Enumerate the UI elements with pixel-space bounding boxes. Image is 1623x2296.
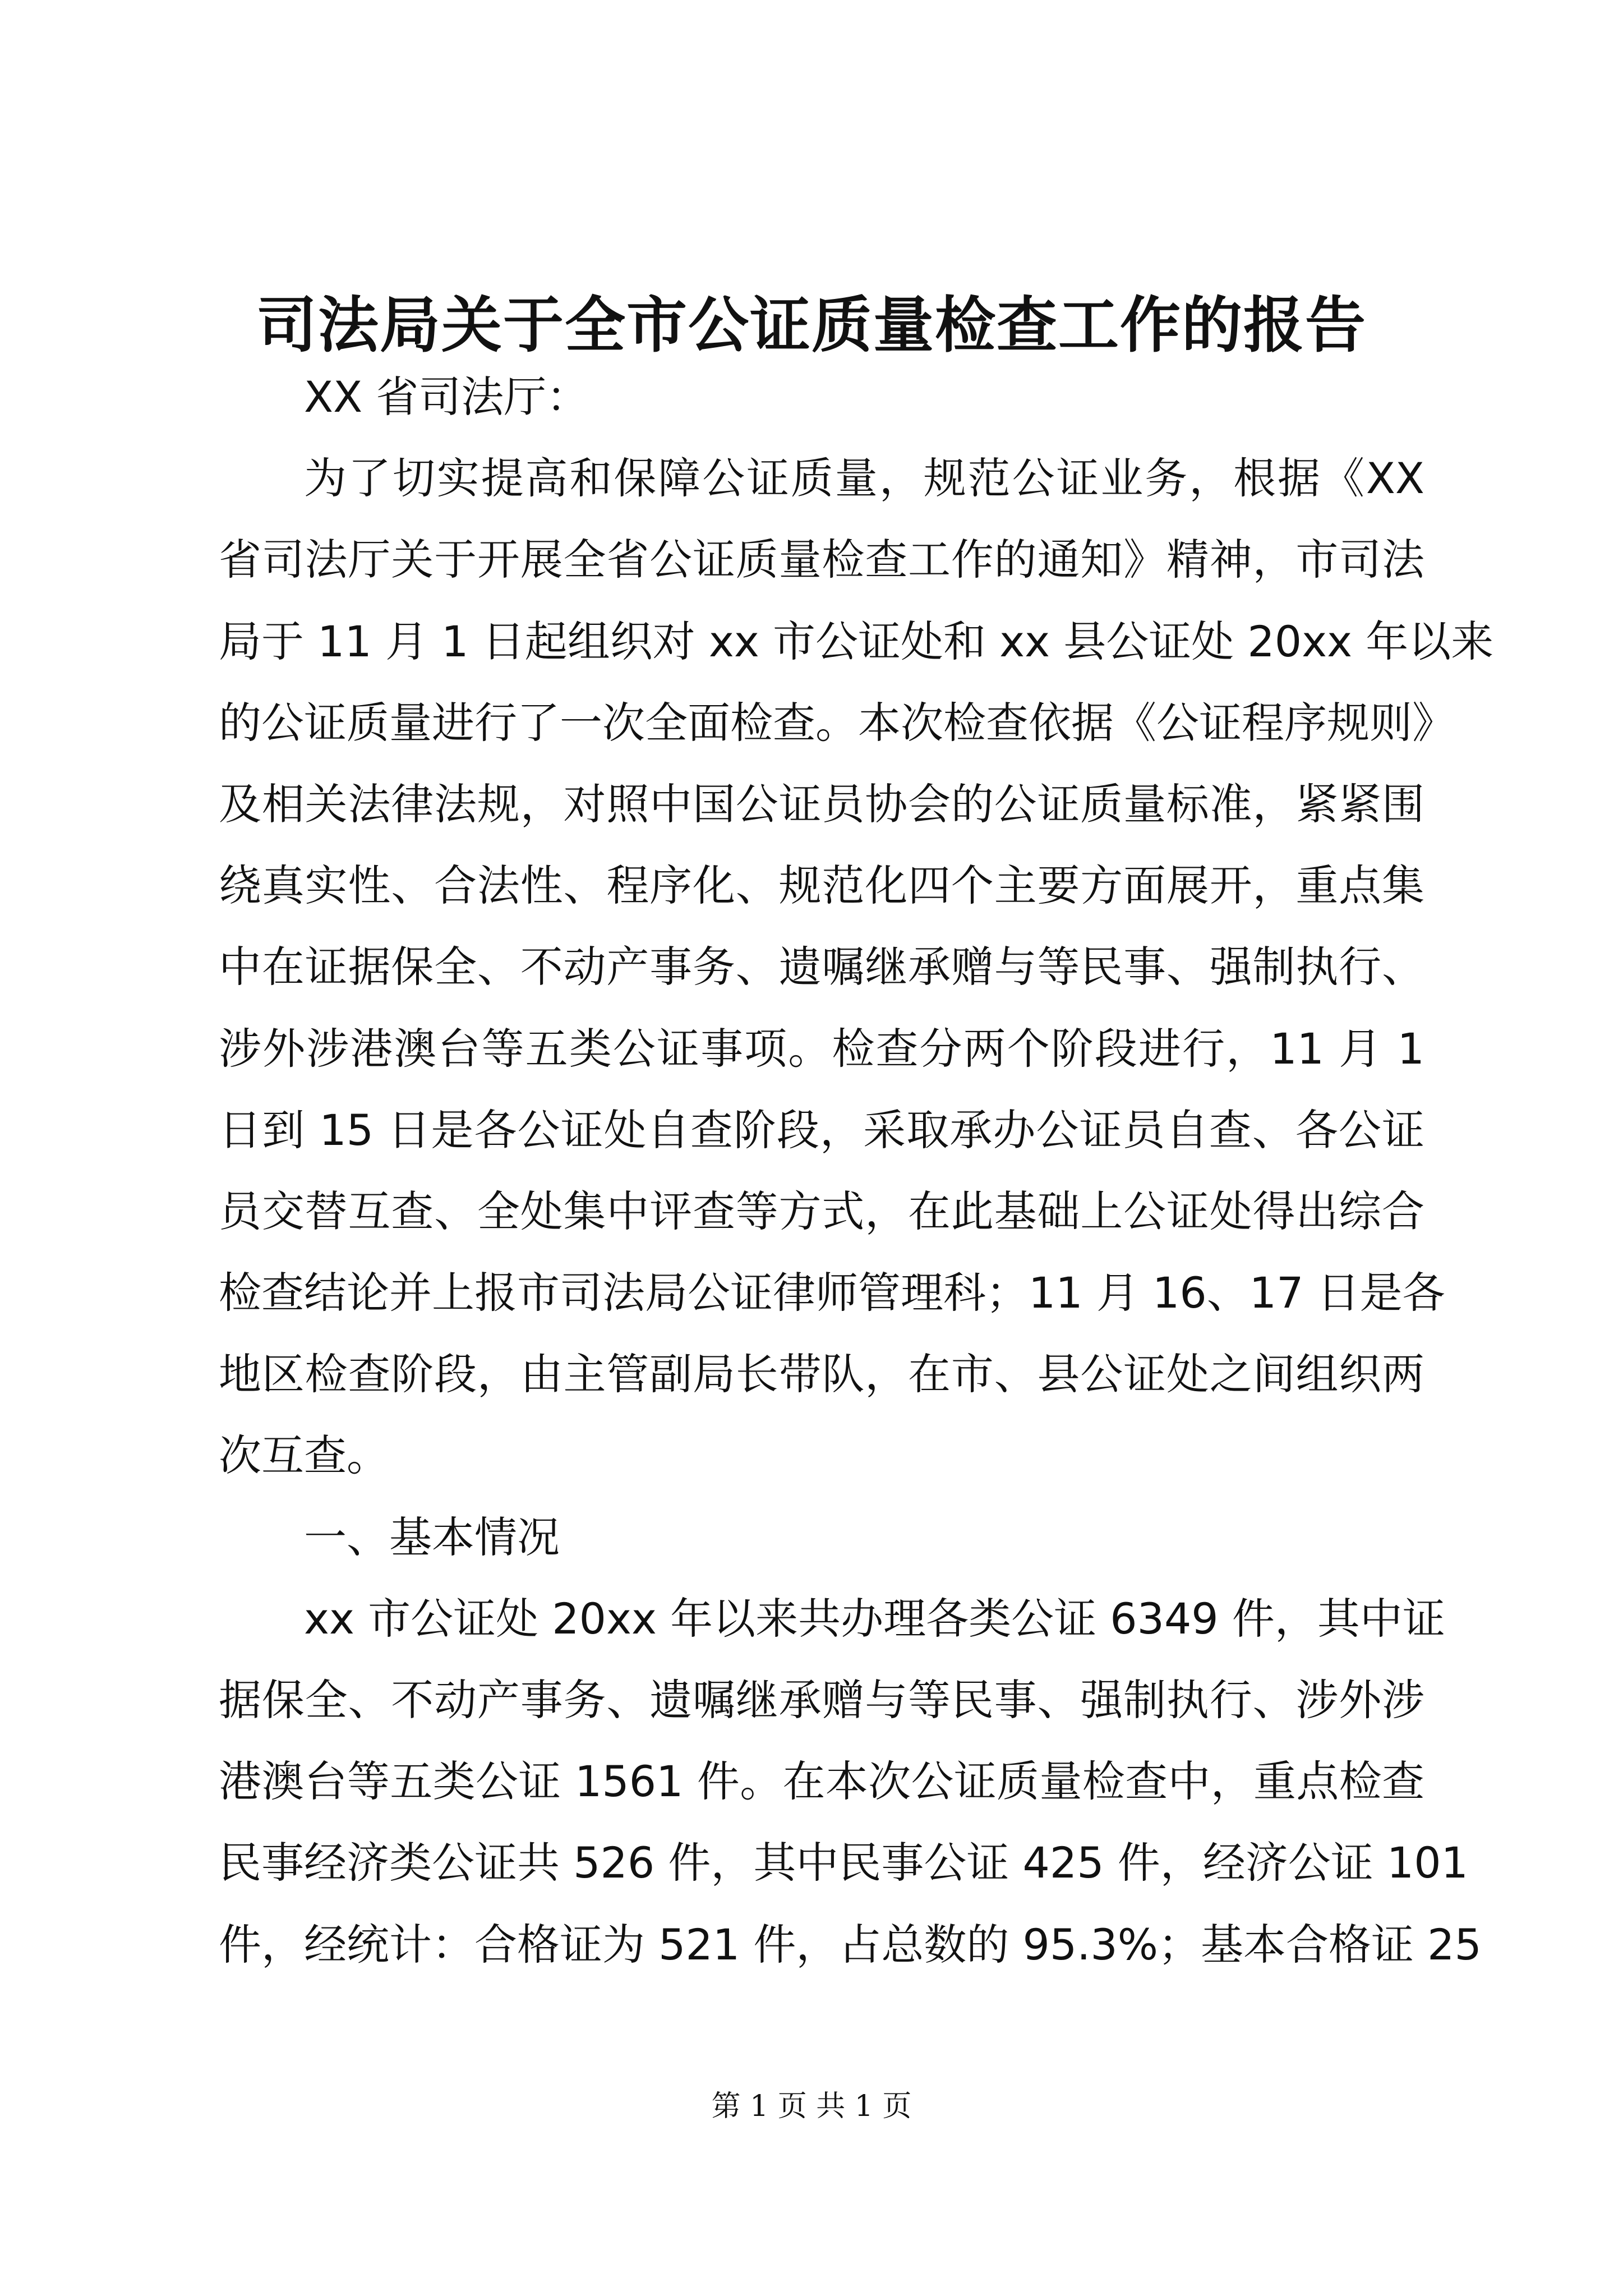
paragraph-line: 员交替互查、全处集中评查等方式，在此基础上公证处得出综合 — [219, 1186, 1424, 1236]
paragraph-line: 的公证质量进行了一次全面检查。本次检查依据《公证程序规则》 — [219, 697, 1455, 748]
paragraph-line: 绕真实性、合法性、程序化、规范化四个主要方面展开，重点集 — [219, 861, 1424, 911]
paragraph-line: 中在证据保全、不动产事务、遗嘱继承赠与等民事、强制执行、 — [219, 942, 1424, 992]
paragraph-line: 民事经济类公证共 526 件，其中民事公证 425 件，经济公证 101 — [219, 1838, 1468, 1888]
paragraph-line: 件，经统计：合格证为 521 件，占总数的 95.3%；基本合格证 25 — [219, 1919, 1482, 1970]
paragraph-line: 地区检查阶段，由主管副局长带队，在市、县公证处之间组织两 — [219, 1349, 1424, 1400]
paragraph-line: 省司法厅关于开展全省公证质量检查工作的通知》精神，市司法 — [219, 535, 1424, 585]
paragraph-line: 涉外涉港澳台等五类公证事项。检查分两个阶段进行，11 月 1 — [219, 1023, 1424, 1074]
paragraph-line: 检查结论并上报市司法局公证律师管理科；11 月 16、17 日是各 — [219, 1268, 1445, 1318]
paragraph-line: xx 市公证处 20xx 年以来共办理各类公证 6349 件，其中证 — [304, 1593, 1445, 1644]
section-heading: 一、基本情况 — [304, 1512, 560, 1562]
paragraph-line: 为了切实提高和保障公证质量，规范公证业务，根据《XX — [304, 453, 1424, 504]
paragraph-line: 及相关法律法规，对照中国公证员协会的公证质量标准，紧紧围 — [219, 779, 1424, 829]
document-title: 司法局关于全市公证质量检查工作的报告 — [256, 290, 1367, 361]
paragraph-line: 据保全、不动产事务、遗嘱继承赠与等民事、强制执行、涉外涉 — [219, 1675, 1424, 1725]
page-footer: 第 1 页 共 1 页 — [711, 2090, 912, 2123]
paragraph-line: 局于 11 月 1 日起组织对 xx 市公证处和 xx 县公证处 20xx 年以来 — [219, 616, 1494, 666]
paragraph-line: 日到 15 日是各公证处自查阶段，采取承办公证员自查、各公证 — [219, 1105, 1424, 1155]
salutation-line: XX 省司法厅： — [304, 372, 589, 422]
paragraph-line: 港澳台等五类公证 1561 件。在本次公证质量检查中，重点检查 — [219, 1756, 1424, 1807]
paragraph-line: 次互查。 — [219, 1430, 389, 1481]
document-body — [219, 356, 1494, 1985]
